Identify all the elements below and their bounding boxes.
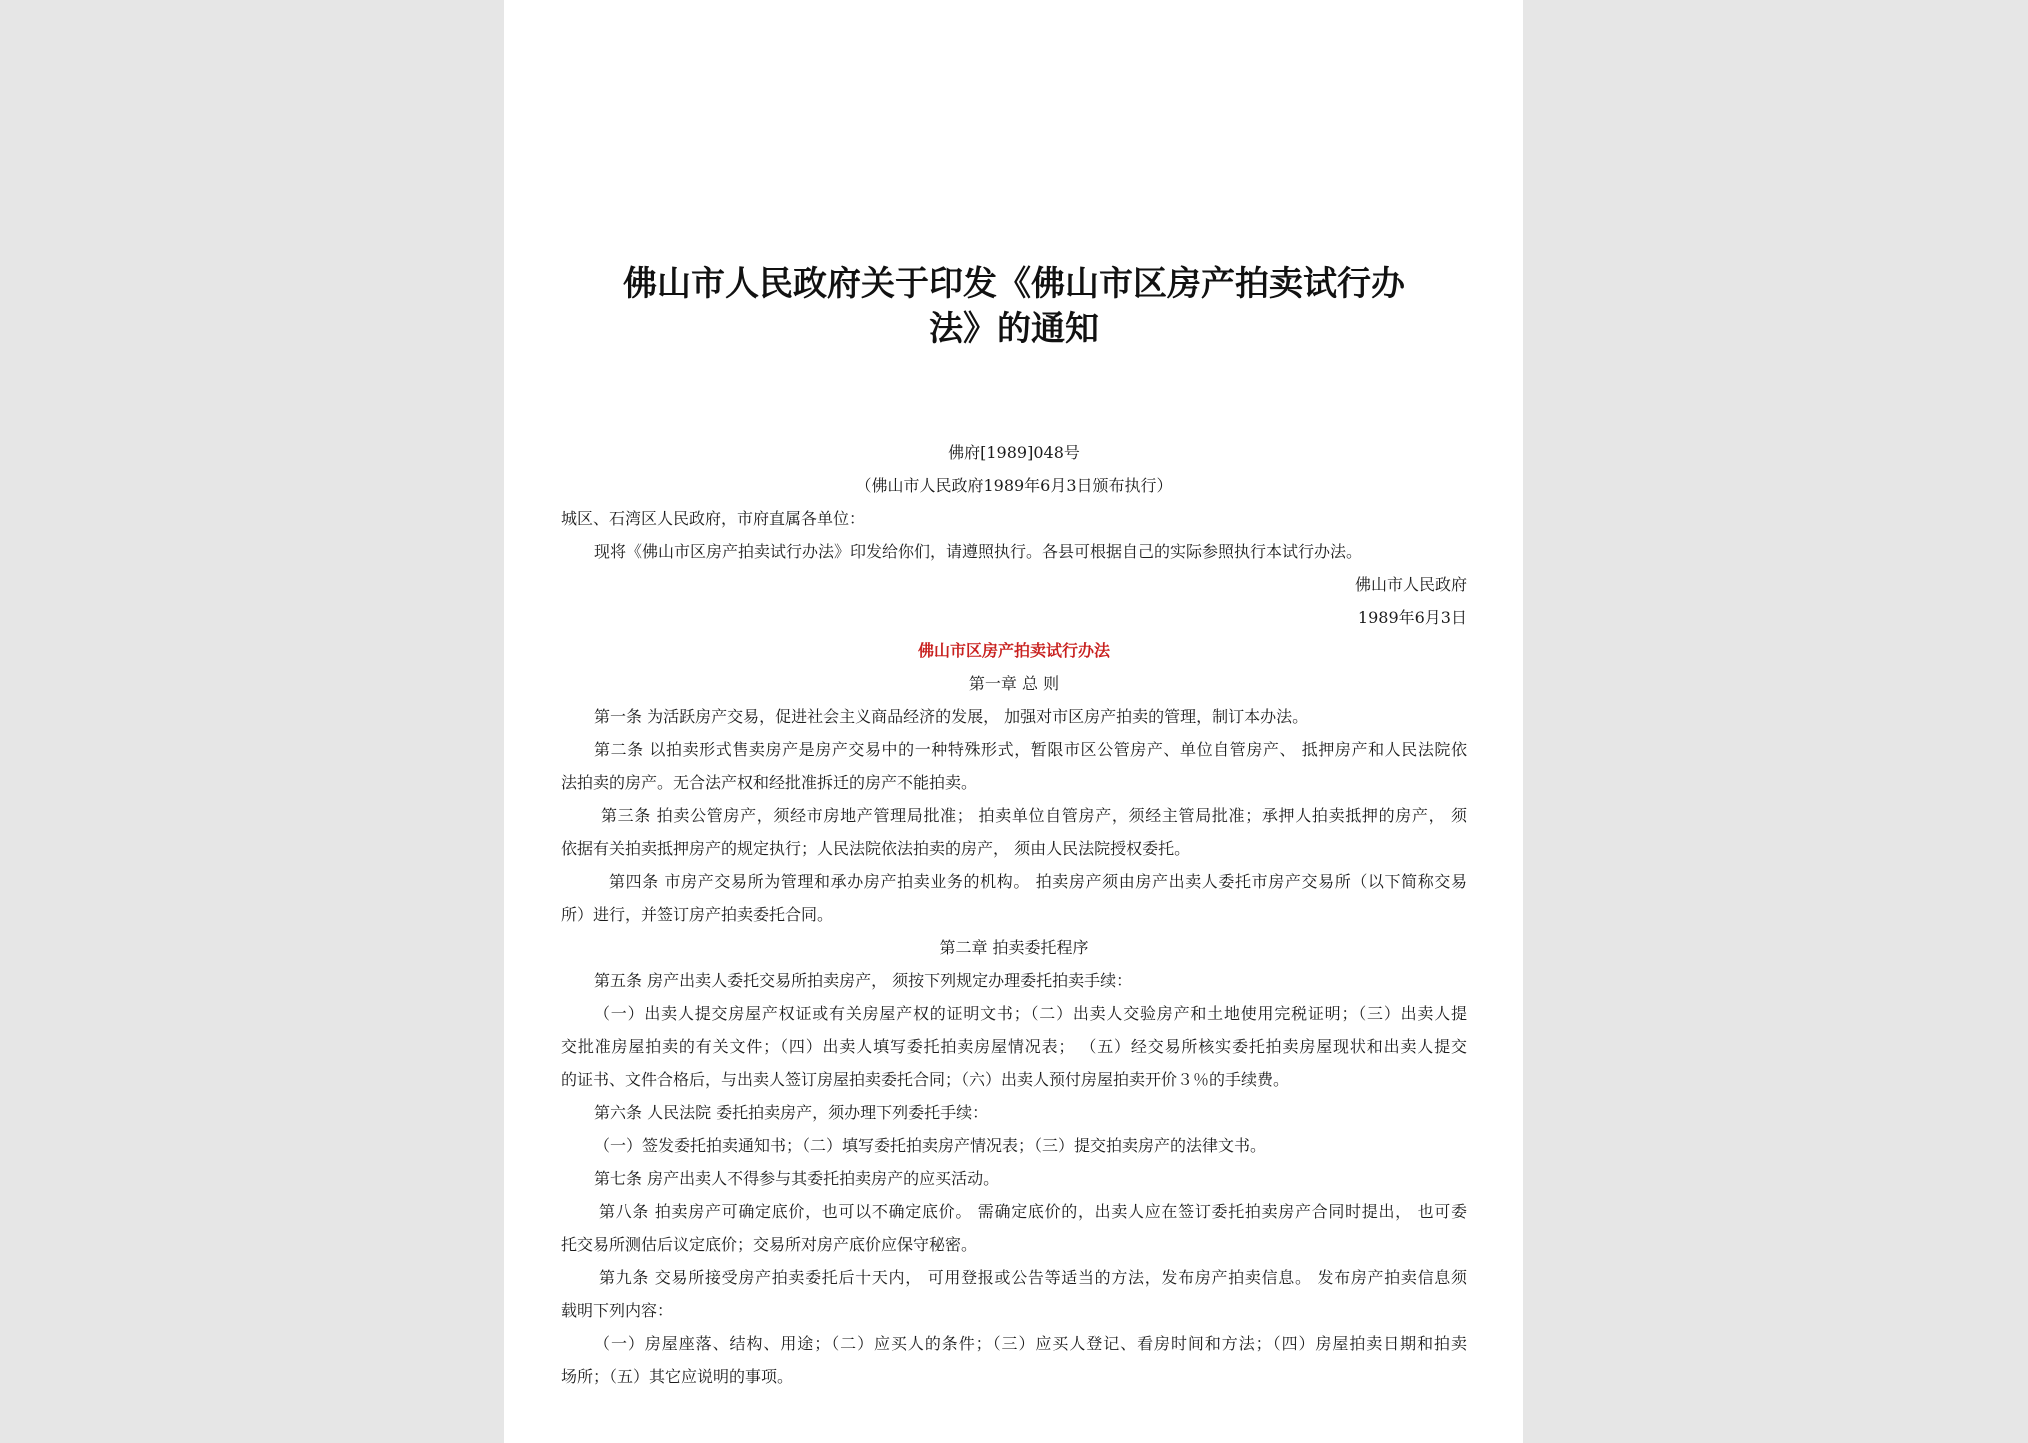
- addressee: 城区、石湾区人民政府，市府直属各单位：: [561, 509, 866, 528]
- chapter-1-heading: 第一章 总 则: [968, 674, 1060, 693]
- intro-paragraph: 现将《佛山市区房产拍卖试行办法》印发给你们，请遵照执行。各县可根据自己的实际参照执行本试行办法。: [594, 542, 1363, 561]
- article-9-items-line-1: （一）房屋座落、结构、用途；（二）应买人的条件；（三）应买人登记、看房时间和方法；（四）房屋拍卖日期和拍卖: [594, 1334, 1467, 1353]
- article-2-line-1: 第二条 以拍卖形式售卖房产是房产交易中的一种特殊形式，暂限市区公管房产、单位自管房产、 抵押房产和人民法院依: [594, 740, 1467, 759]
- article-3-line-1: 第三条 拍卖公管房产，须经市房地产管理局批准； 拍卖单位自管房产，须经主管局批准；承押人拍卖抵押的房产， 须: [601, 806, 1467, 825]
- document-page: [504, 0, 1523, 1443]
- article-8-line-1: 第八条 拍卖房产可确定底价，也可以不确定底价。 需确定底价的，出卖人应在签订委托拍卖房产合同时提出， 也可委: [599, 1202, 1467, 1221]
- article-3-line-2: 依据有关拍卖抵押房产的规定执行；人民法院依法拍卖的房产， 须由人民法院授权委托。: [561, 839, 1191, 858]
- article-9-line-2: 载明下列内容：: [561, 1301, 674, 1320]
- article-9-items-line-2: 场所；（五）其它应说明的事项。: [561, 1367, 794, 1386]
- article-5: 第五条 房产出卖人委托交易所拍卖房产， 须按下列规定办理委托拍卖手续：: [594, 971, 1133, 990]
- chapter-2-heading: 第二章 拍卖委托程序: [939, 938, 1089, 957]
- article-9-line-1: 第九条 交易所接受房产拍卖委托后十天内， 可用登报或公告等适当的方法，发布房产拍卖信息。 发布房产拍卖信息须: [599, 1268, 1467, 1287]
- signature: 佛山市人民政府: [1354, 575, 1467, 594]
- article-8-line-2: 托交易所测估后议定底价；交易所对房产底价应保守秘密。: [561, 1235, 978, 1254]
- article-2-line-2: 法拍卖的房产。无合法产权和经批准拆迁的房产不能拍卖。: [561, 773, 978, 792]
- article-7: 第七条 房产出卖人不得参与其委托拍卖房产的应买活动。: [594, 1169, 1000, 1188]
- document-title: [561, 262, 1467, 352]
- article-5-items-line-1: （一）出卖人提交房屋产权证或有关房屋产权的证明文书；（二）出卖人交验房产和土地使用完税证明；（三）出卖人提: [594, 1004, 1467, 1023]
- article-5-items-line-3: 的证书、文件合格后，与出卖人签订房屋拍卖委托合同；（六）出卖人预付房屋拍卖开价３％的手续费。: [561, 1070, 1290, 1089]
- issue-note: （佛山市人民政府1989年6月3日颁布执行）: [855, 476, 1173, 495]
- document-number: 佛府[1989]048号: [948, 443, 1080, 462]
- article-5-items-line-2: 交批准房屋拍卖的有关文件；（四）出卖人填写委托拍卖房屋情况表； （五）经交易所核实委托拍卖房屋现状和出卖人提交: [561, 1037, 1467, 1056]
- article-6-items: （一）签发委托拍卖通知书；（二）填写委托拍卖房产情况表；（三）提交拍卖房产的法律文书。: [594, 1136, 1267, 1155]
- regulation-subtitle: 佛山市区房产拍卖试行办法: [917, 641, 1110, 660]
- title-line-1: 佛山市人民政府关于印发《佛山市区房产拍卖试行办: [623, 264, 1405, 304]
- article-4-line-1: 第四条 市房产交易所为管理和承办房产拍卖业务的机构。 拍卖房产须由房产出卖人委托市房产交易所（以下简称交易: [609, 872, 1467, 891]
- title-line-2: 法》的通知: [929, 309, 1099, 349]
- article-1: 第一条 为活跃房产交易，促进社会主义商品经济的发展， 加强对市区房产拍卖的管理，制订本办法。: [594, 707, 1309, 726]
- article-4-line-2: 所）进行，并签订房产拍卖委托合同。: [561, 905, 834, 924]
- signature-date: 1989年6月3日: [1357, 608, 1467, 627]
- article-6: 第六条 人民法院 委托拍卖房产，须办理下列委托手续：: [594, 1103, 989, 1122]
